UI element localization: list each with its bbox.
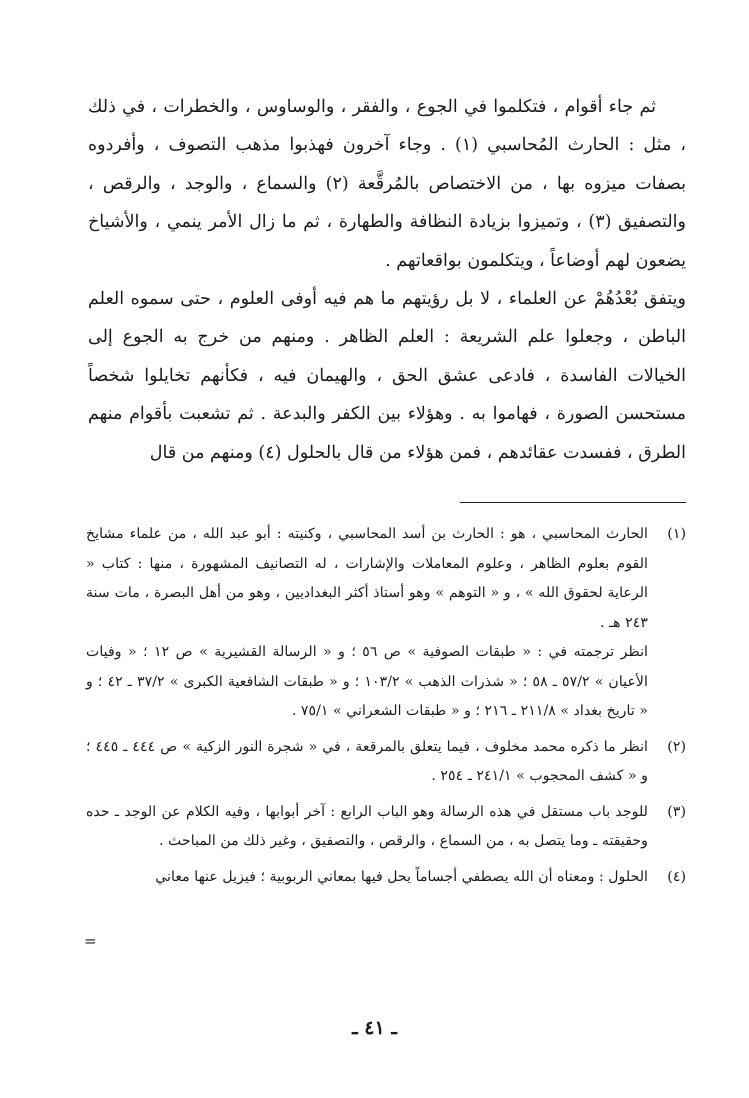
footnote-4 — [86, 863, 686, 893]
footnote-2 — [86, 733, 686, 792]
footnote-text: انظر ترجمته في : « طبقات الصوفية » ص ٥٦ ؛ و « الرسالة القشيرية » ص ١٢ ؛ « وفيات الأعيان » ٥٧/٢ ـ ٥٨ ؛ « شذرات الذهب » ١٠٣/٢ ؛ و « طبقات الشافعية الكبرى » ٣٧/٢ ـ ٤٢ ؛ و « تاريخ بغداد » ٢١١/٨ ـ ٢١٦ ؛ و « طبقات الشعراني » ٧٥/١ . — [86, 644, 648, 719]
continuation-mark: = — [84, 932, 97, 950]
footnote-3 — [86, 798, 686, 857]
footnote-1 — [86, 520, 686, 727]
footnote-text: للوجد باب مستقل في هذه الرسالة وهو الباب الرابع : آخر أبوابها ، وفيه الكلام عن الوجد ـ حده وحقيقته ـ وما يتصل به ، من السماع ، والرقص ، والتصفيق ، وغير ذلك من المباحث . — [86, 803, 648, 849]
page-number: ـ ٤١ ـ — [352, 1017, 397, 1039]
footnote-number: (٣) — [667, 803, 686, 820]
footnotes — [86, 520, 686, 892]
footnote-text: انظر ما ذكره محمد مخلوف ، فيما يتعلق بالمرقعة ، في « شجرة النور الزكية » ص ٤٤٤ ـ ٤٤٥ ؛ و « كشف المحجوب » ٢٤١/١ ـ ٢٥٤ . — [86, 738, 648, 784]
footnote-text: الحلول : ومعناه أن الله يصطفي أجساماً يحل فيها بمعاني الربوبية ؛ فيزيل عنها معاني — [155, 868, 648, 885]
main-paragraph: ويتفق بُعْدُهُمْ عن العلماء ، لا بل رؤيتهم ما هم فيه أوفى العلوم ، حتى سموه العلم الباطن ، وجعلوا علم الشريعة : العلم الظاهر . ومنهم من خرج به الجوع إلى الخيالات الفاسدة ، فادعى عشق الحق ، والهيمان فيه ، فكأنهم تخايلوا شخصاً مستحسن الصورة ، فهاموا به . وهؤلاء بين الكفر والبدعة . ثم تشعبت بأقوام منهم الطرق ، ففسدت عقائدهم ، فمن هؤلاء من قال بالحلول (٤) ومنهم من قال — [88, 289, 686, 463]
footnote-number: (١) — [667, 526, 686, 542]
footnote-text: الحارث المحاسبي ، هو : الحارث بن أسد المحاسبي ، وكنيته : أبو عبد الله ، من علماء مشايخ القوم بعلوم الظاهر ، وعلوم المعاملات والإشارات ، له التصانيف المشهورة ، منها : كتاب « الرعاية لحقوق الله » ، و « التوهم » وهو أستاذ أكثر البغداديين ، وهو من أهل البصرة ، مات سنة ٢٤٣ هـ . — [86, 526, 649, 631]
footnote-number: (٢) — [667, 738, 686, 755]
footnote-separator — [460, 502, 686, 503]
main-paragraph: ثم جاء أقوام ، فتكلموا في الجوع ، والفقر ، والوساوس ، والخطرات ، في ذلك ، مثل : الحارث المُحاسبي (١) . وجاء آخرون فهذبوا مذهب التصوف ، وأفردوه بصفات ميزوه بها ، من الاختصاص بالمُرقَّعة (٢) والسماع ، والوجد ، والرقص ، والتصفيق (٣) ، وتميزوا بزيادة النظافة والطهارة ، ثم ما زال الأمر ينمي ، والأشياخ يضعون لهم أوضاعاً ، ويتكلمون بواقعاتهم . — [88, 97, 687, 271]
main-text — [88, 88, 686, 472]
footnote-number: (٤) — [667, 868, 686, 885]
